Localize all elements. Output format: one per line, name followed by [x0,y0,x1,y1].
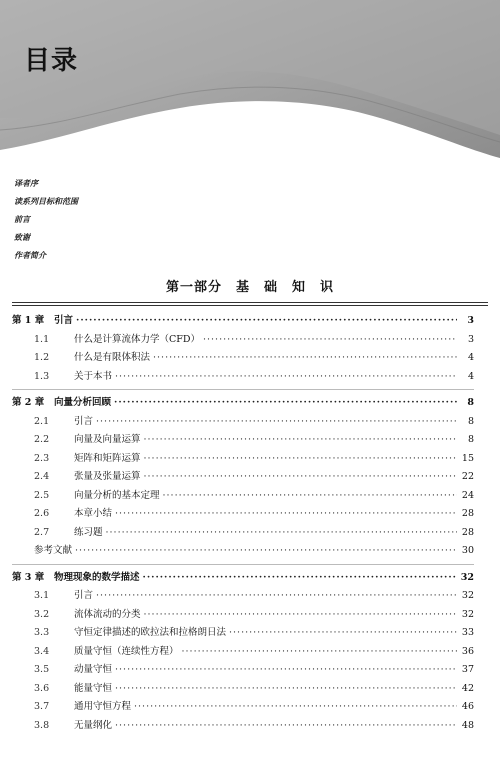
toc-page-number: 8 [467,415,474,427]
toc-dot-leader [144,606,457,624]
toc-section-row[interactable] [12,661,474,679]
toc-entry-title: 守恒定律描述的欧拉法和拉格朗日法 [74,627,227,638]
toc-section-row[interactable] [12,468,474,486]
toc-dot-leader [203,331,457,349]
toc-entry-number: 1.3 [34,370,50,382]
toc-entry-title: 参考文献 [34,545,73,556]
toc-dot-leader [143,569,457,587]
page-title: 目录 [24,46,79,76]
toc-dot-leader [144,431,457,449]
toc-page-number: 4 [467,352,474,363]
toc-entry-number: 1.1 [34,333,50,345]
toc-section-row[interactable] [12,717,474,735]
toc-entry-number: 2.1 [34,415,50,427]
toc-section-row[interactable] [12,698,474,716]
toc-dot-leader [96,413,457,431]
toc-section-row[interactable] [12,505,474,523]
toc-entry-title: 向量及向量运算 [74,434,141,445]
toc-chapter-row[interactable] [12,569,474,587]
toc-entry-title: 无量纲化 [74,719,113,731]
toc-page-number: 28 [461,526,474,538]
toc-section-row[interactable] [12,331,474,349]
frontmatter-item[interactable]: 前言 [14,215,30,224]
toc-entry-number: 1.2 [34,352,50,363]
toc-page-number: 15 [461,452,474,464]
toc-entry-number: 2.4 [34,471,50,482]
toc-entry-number: 第 3 章 [12,571,45,583]
toc-dot-leader [163,487,457,505]
toc-entry-number: 2.3 [34,452,50,464]
part-rule-top [12,302,488,303]
toc-entry-number: 3.3 [34,627,50,638]
toc-entry-title: 引言 [74,590,94,601]
toc-entry-number: 2.2 [34,434,50,445]
toc-section-row[interactable] [12,643,474,661]
toc-section-row[interactable] [12,587,474,605]
toc-page-number: 33 [461,627,474,638]
frontmatter-list [14,175,78,265]
toc-dot-leader [76,312,457,330]
toc-entry-number: 2.7 [34,526,50,538]
toc-dot-leader [114,394,457,412]
toc-page-number: 4 [467,370,474,382]
toc-section-row[interactable] [12,450,474,468]
toc-entry-title: 关于本书 [74,370,113,382]
toc-page-number: 24 [461,489,474,501]
chapter-separator [12,389,474,390]
toc-page-number: 28 [461,508,474,519]
toc-entry-title: 练习题 [74,526,103,538]
toc-entry-number: 3.5 [34,664,50,675]
toc-reference-row[interactable] [12,542,474,560]
toc-section-row[interactable] [12,413,474,431]
toc-page-number: 36 [461,645,474,657]
toc-dot-leader [75,542,457,560]
toc-dot-leader [229,624,457,642]
toc-entry-title: 本章小结 [74,508,113,519]
toc-section-row[interactable] [12,524,474,542]
toc-page-number: 30 [461,545,474,556]
toc-dot-leader [106,524,457,542]
toc-section-row[interactable] [12,487,474,505]
toc-section-row[interactable] [12,368,474,386]
frontmatter-item[interactable]: 读系列目标和范围 [14,197,78,206]
toc-entry-title: 向量分析回顾 [54,397,112,408]
toc-section-row[interactable] [12,431,474,449]
toc-entry-number: 3.8 [34,719,50,731]
toc-entry-number: 2.5 [34,489,50,501]
toc-dot-leader [153,349,457,367]
toc-chapter-row[interactable] [12,312,474,330]
chapter-separator [12,564,474,565]
toc-page-number: 8 [467,434,474,445]
toc-page-number: 46 [461,701,474,712]
toc-entry-number: 3.4 [34,645,50,657]
toc-dot-leader [182,643,457,661]
toc-entry-number: 3.2 [34,608,50,620]
header-banner [0,0,500,175]
toc-dot-leader [115,717,457,735]
toc-entry-number: 2.6 [34,508,50,519]
toc-entry-title: 什么是计算流体力学（CFD） [74,333,200,345]
toc-page-number: 37 [461,664,474,675]
toc-page-number: 8 [467,397,474,408]
toc-page-number: 42 [461,682,474,694]
toc-page-number: 32 [461,608,474,620]
toc-dot-leader [144,450,457,468]
toc-section-row[interactable] [12,624,474,642]
toc-dot-leader [96,587,457,605]
toc-entry-title: 能量守恒 [74,682,113,694]
toc-page-number: 32 [460,571,474,583]
toc-entry-number: 第 2 章 [12,397,45,408]
toc-page-number: 48 [461,719,474,731]
toc-dot-leader [115,680,457,698]
toc-entry-title: 向量分析的基本定理 [74,489,160,501]
toc-entry-number: 3.1 [34,590,50,601]
toc-entry-title: 质量守恒（连续性方程） [74,645,179,657]
toc-dot-leader [115,661,457,679]
toc-entry-title: 什么是有限体积法 [74,352,151,363]
toc-page-number: 32 [461,590,474,601]
toc-entry-title: 引言 [54,315,74,326]
toc-entry-title: 张量及张量运算 [74,471,141,482]
frontmatter-item[interactable]: 作者简介 [14,251,46,260]
toc-dot-leader [115,368,457,386]
toc-section-row[interactable] [12,349,474,367]
toc-entry-title: 通用守恒方程 [74,701,132,712]
toc-dot-leader [144,468,457,486]
toc-entry-title: 矩阵和矩阵运算 [74,452,141,464]
toc-dot-leader [134,698,457,716]
toc-entry-title: 流体流动的分类 [74,608,141,620]
toc-dot-leader [115,505,457,523]
toc-entry-number: 3.6 [34,682,50,694]
toc-entry-number: 第 1 章 [12,315,45,326]
header-wave-graphic [0,0,500,175]
toc-page-number: 22 [461,471,474,482]
toc-entry-number: 3.7 [34,701,50,712]
toc-section-row[interactable] [12,680,474,698]
frontmatter-item[interactable]: 译者序 [14,179,38,188]
frontmatter-item[interactable]: 致谢 [14,233,30,242]
part-rule-bottom [12,305,488,306]
toc-chapter-row[interactable] [12,394,474,412]
toc-section-row[interactable] [12,606,474,624]
toc-entry-title: 动量守恒 [74,664,113,675]
toc-entry-title: 物理现象的数学描述 [54,571,140,583]
toc-entry-title: 引言 [74,415,94,427]
toc-page-number: 3 [467,333,474,345]
part-title: 第一部分 基 础 知 识 [165,280,334,295]
toc-page-number: 3 [467,315,474,326]
